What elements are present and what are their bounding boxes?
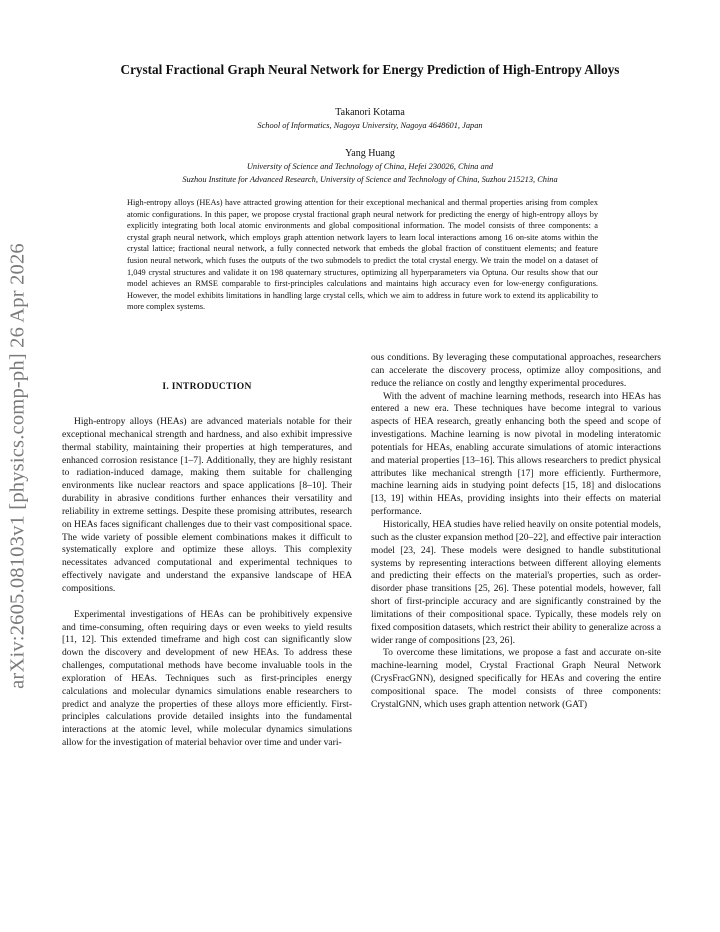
author-affiliation-1: School of Informatics, Nagoya University, Nagoya 4648601, Japan [257, 121, 483, 130]
paragraph: High-entropy alloys (HEAs) are advanced materials notable for their exceptional mechanical strength and hardness, and also exhibit impressive thermal stability, maintaining their properties at high temperatures, and enhanced corrosion resistance [1–7]. Additionally, they are highly resistant to radiation-induced damage, making them suitable for challenging environments like nuclear reactors and space applications [8–10]. Their durability in abrasive conditions further enhances their versatility and reliability in extreme settings. Despite these promising attributes, research on HEAs faces significant challenges due to their vast compositional space. The wide variety of possible element combinations makes it difficult to systematically explore and optimize these alloys. This complexity necessitates advanced computational and experimental techniques to effectively navigate and understand the expansive landscape of HEA compositions. [62, 416, 352, 594]
paragraph: Experimental investigations of HEAs can be prohibitively expensive and time-consuming, often requiring days or even weeks to yield results [11, 12]. This extended timeframe and high cost can significantly slow down the discovery and development of new HEAs. To address these challenges, computational methods have become invaluable tools in the exploration of HEAs. Techniques such as first-principles energy calculations and molecular dynamics simulations enable researchers to predict and analyze the properties of these alloys more efficiently. First-principles calculations provide detailed insights into the fundamental interactions at the atomic level, while molecular dynamics simulations allow for the investigation of material behavior over time and under vari- [62, 608, 352, 749]
author-name-1: Takanori Kotama [335, 107, 405, 118]
paragraph: To overcome these limitations, we propose a fast and accurate on-site machine-learning model, Crystal Fractional Graph Neural Network (CrysFracGNN), designed specifically for HEAs and covering the entire compositional space. The model consists of three components: CrystalGNN, which uses graph attention network (GAT) [371, 647, 661, 710]
abstract-text: High-entropy alloys (HEAs) have attracted growing attention for their exceptional mechanical and thermal properties arising from complex atomic configurations. In this paper, we propose crystal fractional graph neural network for predicting the energy of high-entropy alloys by explicitly integrating both local atomic environments and global compositional information. The model consists of three components: a crystal graph neural network, which employs graph attention network layers to learn local interactions among 16 on-site atoms within the crystal lattice; fractional neural network, a fully connected network that embeds the global fraction of constituent elements; and feature fusion neural network, which fuses the outputs of the two submodels to predict the total crystal energy. We train the model on a dataset of 1,049 crystal structures and validate it on 198 quaternary structures, optimizing all hyperparameters via Optuna. Our results show that our model achieves an RMSE comparable to first-principles calculations and maintains high accuracy even for low-energy configurations. However, the model exhibits limitations in handling large crystal cells, which we aim to address in future work to extend its applicability to more complex systems. [127, 198, 598, 312]
paragraph: Historically, HEA studies have relied heavily on onsite potential models, such as the cluster expansion method [20–22], and effective pair interaction model [23, 24]. These models were designed to handle substitutional systems by representing interactions between different alloying elements and predicting their effects on the material's properties, such as order-disorder phase transitions [25, 26]. These potential models, however, fall short of first-principle accuracy and are significantly constrained by the limitations of their compositional space. Typically, these models rely on fixed composition datasets, which restrict their ability to generalize across a wider range of compositions [23, 26]. [371, 518, 661, 646]
arxiv-identifier: arXiv:2605.08103v1 [physics.comp-ph] 26 Apr 2026 [6, 243, 29, 689]
paragraph: With the advent of machine learning methods, research into HEAs has entered a new era. These techniques have become integral to various aspects of HEA research, greatly enhancing both the speed and scope of investigations. Machine learning is now pivotal in modeling interatomic potentials for HEAs, enabling accurate simulations of atomic interactions and material properties [13–16]. This allows researchers to predict physical attributes like mechanical strength [17] more efficiently. Furthermore, machine learning aids in studying point defects [15, 18] and dislocations [13, 19] within HEAs, providing insights into their effects on material performance. [371, 390, 661, 518]
section-heading-introduction: I. INTRODUCTION [162, 381, 252, 392]
author-affiliation-2a: University of Science and Technology of China, Hefei 230026, China and [246, 162, 494, 171]
abstract [127, 197, 598, 313]
right-column [371, 352, 661, 712]
arxiv-sidebar [0, 0, 42, 932]
paragraph: ous conditions. By leveraging these computational approaches, researchers can accelerate the discovery process, optimize alloy compositions, and reduce the reliance on costly and lengthy experimental procedures. [371, 352, 661, 389]
author-affiliation-2b: Suzhou Institute for Advanced Research, University of Science and Technology of China, Suzhou 215213, China [182, 175, 558, 184]
author-name-2: Yang Huang [345, 148, 395, 159]
paper-title: Crystal Fractional Graph Neural Network for Energy Prediction of High-Entropy Alloys [120, 62, 620, 77]
